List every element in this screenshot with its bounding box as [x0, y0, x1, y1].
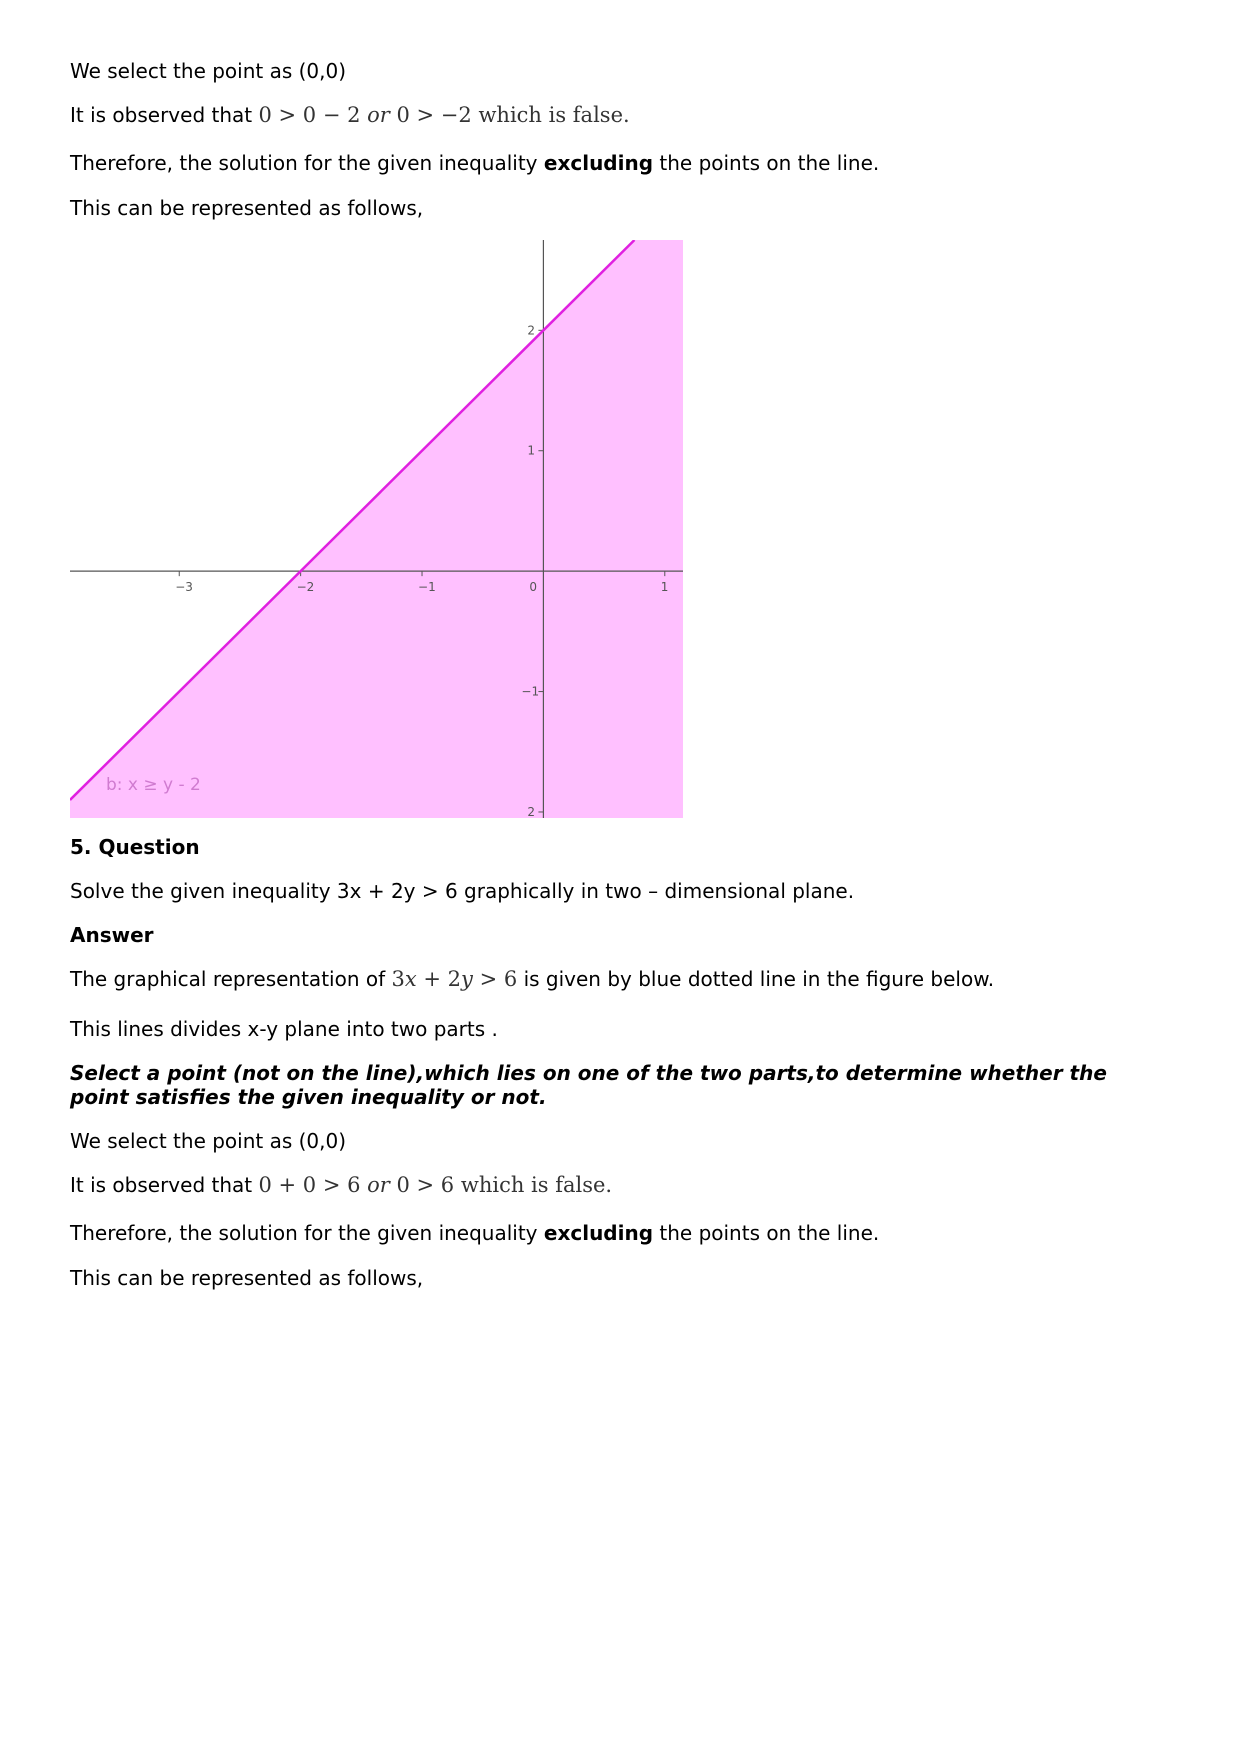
x-tick-label: −3: [175, 580, 193, 595]
y-tick-label: 1: [527, 443, 536, 458]
math-coef-b: + 2: [416, 967, 462, 991]
inequality-graph: [70, 240, 683, 818]
y-tick-label: 2: [527, 804, 536, 818]
math-or: or: [367, 103, 390, 127]
x-tick-label: −1: [418, 580, 436, 595]
shaded-region: [70, 240, 683, 818]
math-part2: 0 > −2 which is false.: [389, 103, 630, 127]
answer-heading: Answer: [70, 923, 154, 947]
math2-part2: 0 > 6 which is false.: [389, 1173, 613, 1197]
math-var-x: x: [404, 967, 417, 991]
observed-prefix-2: It is observed that: [70, 1173, 253, 1197]
math2-or: or: [367, 1173, 390, 1197]
math-rhs: > 6: [472, 967, 518, 991]
question-heading: 5. Question: [70, 835, 200, 859]
math-var-y: y: [461, 967, 473, 991]
y-tick-label: −1: [521, 684, 540, 699]
math-coef-a: 3: [391, 967, 405, 991]
graph-rep-prefix: The graphical representation of: [70, 967, 386, 991]
therefore-prefix-2: Therefore, the solution for the given inequality: [70, 1221, 538, 1245]
graph-rep-line: [70, 967, 994, 991]
therefore-bold: excluding: [543, 151, 654, 175]
therefore-bold-2: excluding: [543, 1221, 654, 1245]
graph-rep-math: [392, 967, 518, 991]
select-instruction: Select a point (not on the line),which lies on one of the two parts,to determine whether the point satisfies the given inequality or not.: [70, 1061, 1107, 1109]
represented-text: This can be represented as follows,: [70, 196, 424, 220]
select-point-text: We select the point as (0,0): [70, 59, 347, 83]
graph-rep-suffix: is given by blue dotted line in the figure below.: [523, 967, 995, 991]
therefore-line: [70, 151, 879, 175]
observed-math: [258, 103, 629, 127]
question-text: Solve the given inequality 3x + 2y > 6 graphically in two – dimensional plane.: [70, 879, 855, 903]
y-tick-label: 2: [527, 323, 536, 338]
x-tick-label: −2: [296, 580, 315, 595]
math2-part1: 0 + 0 > 6: [258, 1173, 368, 1197]
x-tick-label: 1: [660, 580, 669, 595]
select-point-text-2: We select the point as (0,0): [70, 1129, 347, 1153]
therefore-suffix: the points on the line.: [659, 151, 880, 175]
observed-prefix: It is observed that: [70, 103, 253, 127]
therefore-prefix: Therefore, the solution for the given inequality: [70, 151, 538, 175]
line-label: b: x ≥ y - 2: [106, 775, 201, 795]
observed-line-2: [70, 1173, 612, 1197]
therefore-suffix-2: the points on the line.: [659, 1221, 880, 1245]
divides-text: This lines divides x-y plane into two parts .: [70, 1017, 498, 1041]
observed-math-2: [258, 1173, 612, 1197]
represented-text-2: This can be represented as follows,: [70, 1266, 424, 1290]
observed-line: [70, 103, 630, 127]
x-tick-label: 0: [529, 580, 538, 595]
therefore-line-2: [70, 1221, 879, 1245]
math-part1: 0 > 0 − 2: [258, 103, 368, 127]
graph-svg: [70, 240, 683, 818]
